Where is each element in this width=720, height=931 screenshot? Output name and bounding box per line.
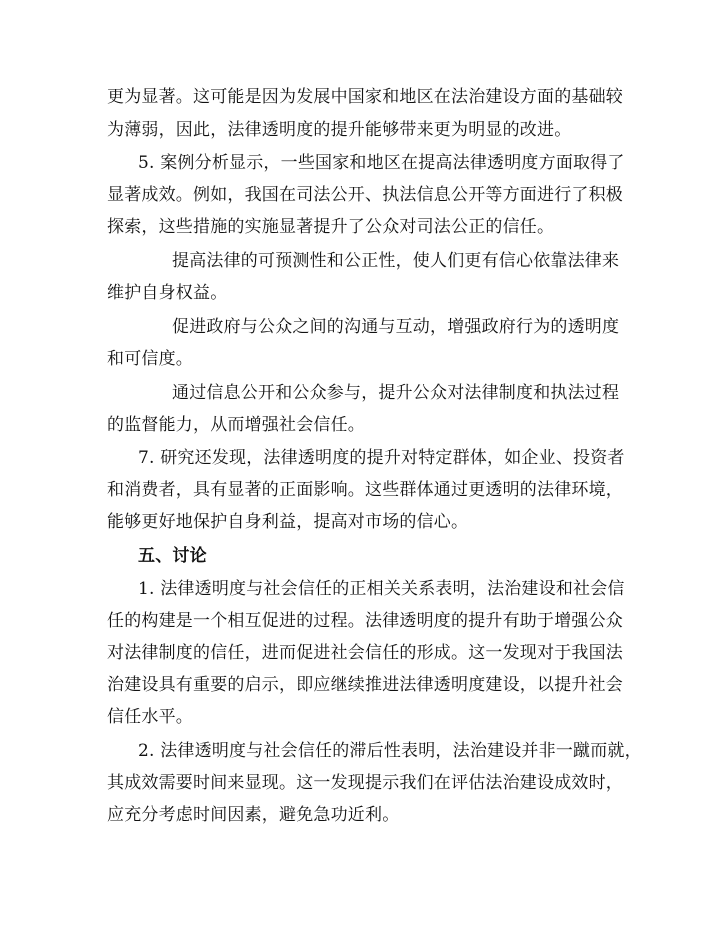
section-heading: 五、讨论 [138,546,207,566]
text-line: 维护自身权益。 [107,283,228,303]
text-line: 探索，这些措施的实施显著提升了公众对司法公正的信任。 [107,217,555,237]
text-line: 其成效需要时间来显现。这一发现提示我们在评估法治建设成效时， [107,773,623,793]
text-line: 和消费者，具有显著的正面影响。这些群体通过更透明的法律环境， [107,480,623,500]
text-line: 的监督能力，从而增强社会信任。 [107,415,365,435]
text-line: 对法律制度的信任，进而促进社会信任的形成。这一发现对于我国法 [107,643,623,663]
text-line: 2. 法律透明度与社会信任的滞后性表明，法治建设并非一蹴而就， [138,741,642,761]
text-line: 促进政府与公众之间的沟通与互动，增强政府行为的透明度 [172,317,620,337]
text-line: 信任水平。 [107,707,193,727]
text-line: 5. 案例分析显示，一些国家和地区在提高法律透明度方面取得了 [138,153,625,173]
text-line: 治建设具有重要的启示，即应继续推进法律透明度建设，以提升社会 [107,675,623,695]
text-line: 任的构建是一个相互促进的过程。法律透明度的提升有助于增强公众 [107,611,623,631]
text-line: 1. 法律透明度与社会信任的正相关关系表明，法治建设和社会信 [138,579,625,599]
text-line: 提高法律的可预测性和公正性，使人们更有信心依靠法律来 [172,251,620,271]
text-line: 为薄弱，因此，法律透明度的提升能够带来更为明显的改进。 [107,120,572,140]
text-line: 应充分考虑时间因素，避免急功近利。 [107,805,400,825]
text-line: 显著成效。例如，我国在司法公开、执法信息公开等方面进行了积极 [107,185,623,205]
text-line: 能够更好地保护自身利益，提高对市场的信心。 [107,512,469,532]
text-line: 更为显著。这可能是因为发展中国家和地区在法治建设方面的基础较 [107,87,623,107]
text-line: 通过信息公开和公众参与，提升公众对法律制度和执法过程 [172,383,620,403]
text-line: 和可信度。 [107,349,193,369]
text-line: 7. 研究还发现，法律透明度的提升对特定群体，如企业、投资者 [138,448,625,468]
